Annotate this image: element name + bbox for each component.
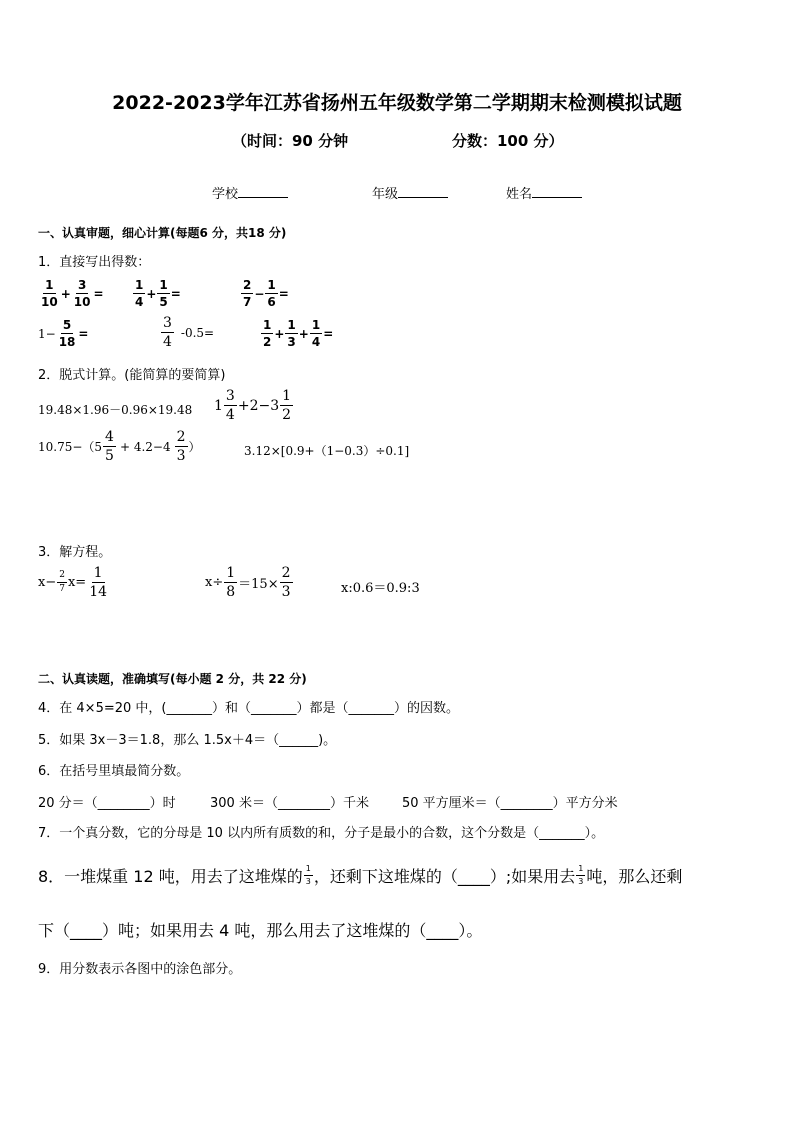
q3-equation-3: x:0.6＝0.9:3 — [341, 581, 420, 596]
q8-line-1: 8．一堆煤重 12 吨，用去了这堆煤的 $\frac{1}{3}$ ，还剩下这堆煤的（____）;如果用去 $\frac{1}{3}$ 吨，那么还剩 — [38, 864, 683, 886]
exam-score: 分数：100 分） — [452, 132, 564, 150]
section2-heading: 二、认真读题，准确填写(每小题 2 分，共 22 分) — [38, 672, 307, 686]
grade-blank[interactable] — [398, 185, 448, 198]
q1-label: 1．直接写出得数： — [38, 255, 151, 270]
q1-expr-2: $\frac{1}{4}$ + $\frac{1}{5}$ = — [135, 278, 181, 309]
q1-expr-4: 1− $\frac{5}{18}$ = — [38, 318, 89, 349]
q3-equation-2: x÷ $\frac{1}{8}$ ＝15× $\frac{2}{3}$ — [205, 565, 291, 600]
grade-field[interactable] — [372, 183, 448, 202]
school-field[interactable] — [212, 183, 288, 202]
q9-text: 9．用分数表示各图中的涂色部分。 — [38, 962, 242, 977]
q1-expr-5: $\frac{3}{4}$ -0.5= — [163, 315, 215, 350]
q4-text: 4．在 4×5=20 中，(_______）和（_______）都是（_______）的因数。 — [38, 701, 459, 716]
q2-expr-2: 1 $\frac{3}{4}$ +2−3 $\frac{1}{2}$ — [214, 388, 292, 423]
school-blank[interactable] — [238, 185, 288, 198]
q2-expr-4: 3.12×[0.9+（1−0.3）÷0.1] — [244, 444, 410, 458]
exam-time: （时间：90 分钟 — [232, 132, 349, 150]
q3-equation-1: x− $\frac{2}{7}$ x= $\frac{1}{14}$ — [38, 565, 108, 600]
school-label: 学校 — [212, 187, 239, 202]
q2-expr-1: 19.48×1.96－0.96×19.48 — [38, 403, 193, 417]
section1-heading: 一、认真审题，细心计算(每题6 分，共18 分) — [38, 226, 287, 240]
q7-text: 7．一个真分数，它的分母是 10 以内所有质数的和，分子是最小的合数，这个分数是（_______）。 — [38, 826, 605, 841]
q2-label: 2．脱式计算。(能简算的要简算) — [38, 368, 226, 383]
q1-expr-1: $\frac{1}{10}$ + $\frac{3}{10}$ = — [41, 278, 104, 309]
name-field[interactable] — [506, 183, 582, 202]
q2-expr-3: 10.75−（5 $\frac{4}{5}$ + 4.2−4 $\frac{2}{3}$ ） — [38, 429, 201, 464]
q6-part-3: 50 平方厘米＝（________）平方分米 — [402, 796, 618, 811]
q5-text: 5．如果 3x－3＝1.8，那么 1.5x＋4＝（______)。 — [38, 733, 337, 748]
q6-label: 6．在括号里填最简分数。 — [38, 764, 190, 779]
grade-label: 年级 — [372, 187, 399, 202]
page-title: 2022-2023学年江苏省扬州五年级数学第二学期期末检测模拟试题 — [112, 92, 682, 114]
name-blank[interactable] — [532, 185, 582, 198]
q1-expr-6: $\frac{1}{2}$ + $\frac{1}{3}$ + $\frac{1}{4}$ = — [263, 318, 334, 349]
q1-expr-3: $\frac{2}{7}$ − $\frac{1}{6}$ = — [243, 278, 289, 309]
name-label: 姓名 — [506, 187, 533, 202]
q8-line-2: 下（____）吨；如果用去 4 吨，那么用去了这堆煤的（____）。 — [38, 921, 483, 940]
q6-part-2: 300 米＝（________）千米 — [210, 796, 369, 811]
q3-label: 3．解方程。 — [38, 545, 112, 560]
q6-part-1: 20 分＝（________）时 — [38, 796, 176, 811]
